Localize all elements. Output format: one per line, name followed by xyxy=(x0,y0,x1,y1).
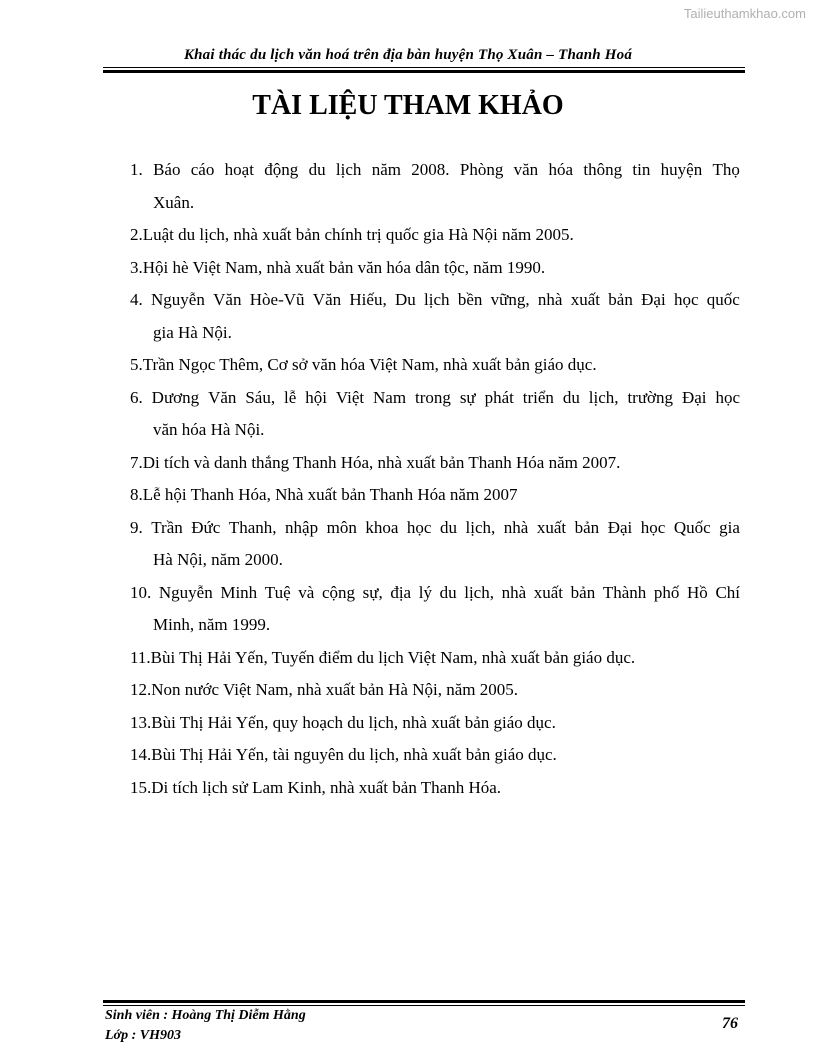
reference-word: lịch, xyxy=(465,517,496,537)
footer-rule-thick xyxy=(103,1000,745,1003)
reference-continuation: Hà Nội, năm 2000. xyxy=(153,550,283,569)
footer-rule-thin xyxy=(103,1005,745,1006)
reference-line xyxy=(130,642,740,675)
reference-word: 9. xyxy=(130,517,143,537)
reference-continuation: Minh, năm 1999. xyxy=(153,615,271,634)
reference-word: lịch xyxy=(424,290,450,309)
reference-item xyxy=(130,252,740,285)
reference-line xyxy=(130,447,740,480)
reference-text: Lễ hội Thanh Hóa, Nhà xuất bản Thanh Hóa năm 2007 xyxy=(142,485,518,504)
reference-word: 2008. xyxy=(411,160,450,179)
reference-word: du xyxy=(562,387,580,407)
reference-word: phố xyxy=(653,582,680,602)
reference-item xyxy=(130,382,740,447)
footer-class: Lớp : VH903 xyxy=(105,1028,181,1043)
reference-word: khoa xyxy=(365,517,399,537)
reference-word: hội xyxy=(305,387,327,407)
reference-line xyxy=(130,707,740,740)
reference-word: xuất xyxy=(533,582,564,602)
reference-word: trường xyxy=(627,387,674,407)
reference-word: môn xyxy=(326,517,357,537)
reference-item xyxy=(130,707,740,740)
reference-word: Nguyễn xyxy=(158,582,213,602)
reference-word: nhà xyxy=(503,517,529,537)
reference-line xyxy=(130,284,740,317)
running-header: Khai thác du lịch văn hoá trên địa bàn huyện Thọ Xuân – Thanh Hoá xyxy=(183,47,633,63)
reference-line xyxy=(130,252,740,285)
reference-item xyxy=(130,284,740,349)
reference-word: bền xyxy=(457,290,483,309)
reference-item xyxy=(130,447,740,480)
reference-text: 13.Bùi Thị Hải Yến, quy hoạch du lịch, nhà xuất bản giáo dục. xyxy=(130,712,556,732)
reference-word: nhập xyxy=(285,517,319,537)
reference-line xyxy=(130,739,740,772)
reference-word: Hòe-Vũ xyxy=(249,290,305,309)
reference-word: Minh xyxy=(220,582,258,602)
reference-word: bản xyxy=(574,517,600,537)
reference-word: Dương xyxy=(151,387,200,407)
reference-line xyxy=(130,512,740,545)
reference-word: động xyxy=(264,160,299,179)
reference-word: du xyxy=(439,517,457,537)
reference-word: nhà xyxy=(501,582,527,602)
reference-item xyxy=(130,349,740,382)
reference-item xyxy=(130,674,740,707)
reference-text: 2. xyxy=(130,225,143,244)
reference-word: bản xyxy=(570,582,596,602)
reference-word: gia xyxy=(719,517,740,537)
reference-item xyxy=(130,479,740,512)
reference-word: xuất xyxy=(536,517,567,537)
reference-text: 5. xyxy=(130,355,143,374)
reference-word: Sáu, xyxy=(245,387,276,407)
reference-word: hoạt xyxy=(224,160,254,179)
reference-word: lịch, xyxy=(464,582,494,602)
reference-text: Di tích và danh thắng Thanh Hóa, nhà xuất bản Thanh Hóa năm 2007. xyxy=(142,452,621,472)
reference-word: Đức xyxy=(191,517,221,537)
reference-list xyxy=(130,154,740,804)
reference-word: học xyxy=(715,387,740,407)
reference-word: huyện xyxy=(660,160,703,179)
reference-item xyxy=(130,577,740,642)
reference-text: 12. xyxy=(130,680,152,699)
reference-word: du xyxy=(439,582,457,602)
reference-word: Hồ xyxy=(687,582,708,602)
reference-word: lý xyxy=(418,582,432,602)
reference-item xyxy=(130,772,740,805)
reference-word: Du xyxy=(394,290,416,309)
reference-word: vững, xyxy=(490,290,530,309)
reference-word: Việt xyxy=(335,387,365,407)
reference-word: lịch xyxy=(335,160,362,179)
reference-word: cáo xyxy=(190,160,215,179)
reference-word: Tuệ xyxy=(264,582,291,602)
reference-word: Thọ xyxy=(712,160,740,179)
header-rule-thick xyxy=(103,70,745,73)
reference-word: Nam xyxy=(373,387,407,407)
reference-word: nhà xyxy=(537,290,563,309)
reference-word: năm xyxy=(371,160,401,179)
reference-text: 3. xyxy=(130,257,143,277)
reference-word: 1. xyxy=(130,160,143,179)
reference-word: Thanh, xyxy=(228,517,277,537)
reference-text: Luật du lịch, nhà xuất bản chính trị quốc gia Hà Nội năm 2005. xyxy=(142,225,574,244)
reference-word: xuất xyxy=(570,290,601,309)
reference-word: cộng xyxy=(321,582,355,602)
reference-word: văn xyxy=(513,160,539,179)
reference-line xyxy=(130,674,740,707)
reference-word: sự, xyxy=(362,582,383,602)
reference-word: phát xyxy=(484,387,514,407)
page-title: TÀI LIỆU THAM KHẢO xyxy=(252,90,564,121)
reference-text: 11.Bùi Thị Hải Yến, Tuyến điểm du lịch Việt Nam, nhà xuất bản giáo dục. xyxy=(130,647,636,667)
reference-line xyxy=(130,772,740,805)
reference-word: Trần xyxy=(151,517,183,537)
reference-word: Đại xyxy=(641,290,666,309)
reference-continuation: văn hóa Hà Nội. xyxy=(153,420,265,439)
watermark: Tailieuthamkhao.com xyxy=(683,6,806,21)
reference-word: Nguyễn xyxy=(151,290,205,309)
reference-line xyxy=(130,479,740,512)
reference-word: sự xyxy=(459,387,476,407)
reference-text: 14.Bùi Thị Hải Yến, tài nguyên du lịch, nhà xuất bản giáo dục. xyxy=(130,745,557,764)
reference-item xyxy=(130,512,740,577)
reference-line xyxy=(130,577,740,610)
reference-word: 6. xyxy=(130,387,143,407)
reference-word: Văn xyxy=(312,290,342,309)
reference-word: Đại xyxy=(681,387,707,407)
reference-item xyxy=(130,739,740,772)
reference-word: địa xyxy=(390,582,412,602)
reference-word: học xyxy=(673,290,699,309)
reference-continuation: Xuân. xyxy=(153,192,195,212)
reference-word: và xyxy=(298,582,315,602)
reference-word: Báo xyxy=(153,160,181,179)
reference-word: du xyxy=(308,160,326,179)
reference-word: học xyxy=(640,517,666,537)
page-number: 76 xyxy=(722,1015,738,1032)
reference-word: Văn xyxy=(208,387,237,407)
reference-text: 8. xyxy=(130,485,143,504)
reference-line xyxy=(130,154,740,187)
footer-student: Sinh viên : Hoàng Thị Diễm Hằng xyxy=(105,1008,306,1023)
reference-word: Hiếu, xyxy=(349,290,387,309)
header-rule-thin xyxy=(103,67,745,68)
reference-word: trong xyxy=(415,387,451,407)
reference-word: bản xyxy=(608,290,633,309)
reference-item xyxy=(130,154,740,219)
reference-word: học xyxy=(406,517,432,537)
reference-word: 4. xyxy=(130,290,143,309)
reference-word: triển xyxy=(522,387,554,407)
reference-text: Trần Ngọc Thêm, Cơ sở văn hóa Việt Nam, nhà xuất bản giáo dục. xyxy=(142,355,597,374)
reference-word: Quốc xyxy=(673,517,711,537)
reference-text: 15.Di tích lịch sử Lam Kinh, nhà xuất bản Thanh Hóa. xyxy=(130,777,502,797)
reference-word: hóa xyxy=(548,160,574,179)
reference-item xyxy=(130,642,740,675)
reference-word: Phòng xyxy=(459,160,504,179)
reference-text: Non nước Việt Nam, nhà xuất bản Hà Nội, năm 2005. xyxy=(151,680,518,699)
reference-continuation: gia Hà Nội. xyxy=(153,322,232,342)
reference-word: 10. xyxy=(130,582,152,602)
reference-text: 7. xyxy=(130,452,143,472)
reference-word: Thành xyxy=(602,582,647,602)
reference-word: Đại xyxy=(607,517,633,537)
reference-word: lịch, xyxy=(588,387,619,407)
reference-line xyxy=(130,382,740,415)
reference-word: Văn xyxy=(213,290,242,309)
reference-line xyxy=(130,349,740,382)
reference-word: tin xyxy=(632,160,651,179)
reference-line xyxy=(130,219,740,252)
reference-text: Hội hè Việt Nam, nhà xuất bản văn hóa dân tộc, năm 1990. xyxy=(142,257,546,277)
reference-word: quốc xyxy=(706,290,740,309)
reference-word: lễ xyxy=(284,387,297,407)
reference-item xyxy=(130,219,740,252)
reference-word: thông xyxy=(583,160,623,179)
reference-word: Chí xyxy=(715,582,740,602)
